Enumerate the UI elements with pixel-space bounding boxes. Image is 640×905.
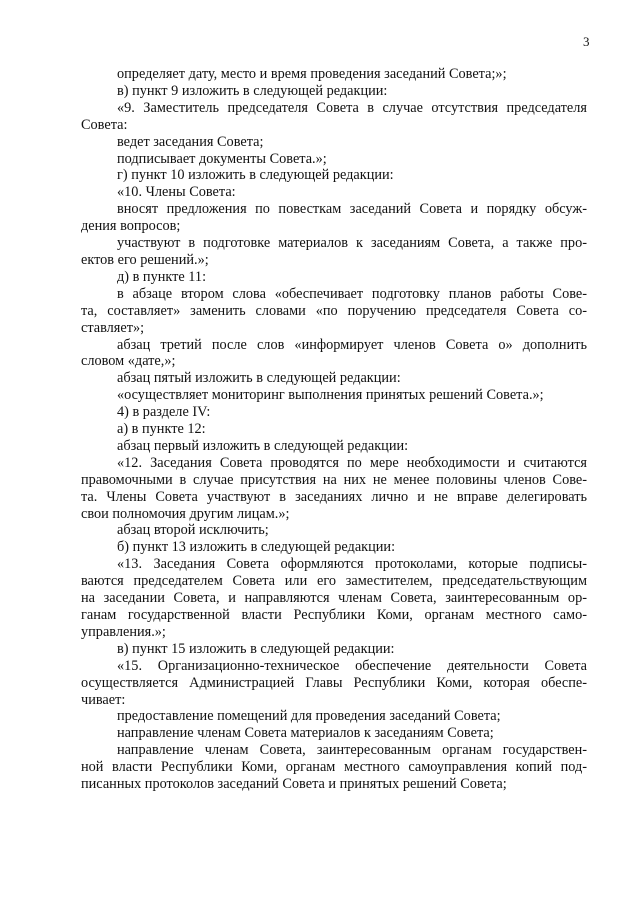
paragraph xyxy=(81,99,587,134)
paragraph xyxy=(117,167,587,184)
paragraph xyxy=(81,235,587,269)
paragraph-line: подписывает документы Совета.»; xyxy=(117,150,327,167)
paragraph-line: в абзаце втором слова «обеспечивает подготовку планов работы Сове- xyxy=(117,285,587,302)
paragraph xyxy=(81,336,587,371)
paragraph-line: «10. Члены Совета: xyxy=(117,184,236,201)
paragraph-line: «9. Заместитель председателя Совета в случае отсутствия председателя xyxy=(117,99,587,116)
paragraph-line: «15. Организационно-техническое обеспечение деятельности Совета xyxy=(117,657,587,674)
paragraph xyxy=(117,269,587,286)
paragraph-line: участвуют в подготовке материалов к заседаниям Совета, а также про- xyxy=(117,235,587,252)
paragraph xyxy=(117,641,587,658)
paragraph xyxy=(117,370,587,387)
paragraph-line: та, составляет» заменить словами «по поручению председателя Совета со- xyxy=(81,302,587,319)
paragraph-continuation xyxy=(81,117,587,134)
paragraph xyxy=(117,708,587,725)
paragraph-continuation xyxy=(81,472,587,523)
paragraph-line: абзац третий после слов «информирует членов Совета о» дополнить xyxy=(117,336,587,353)
paragraph-line: словом «дате,»; xyxy=(81,353,176,370)
paragraph-line: б) пункт 13 изложить в следующей редакции: xyxy=(117,539,396,556)
paragraph xyxy=(117,438,587,455)
paragraph-line: ной власти Республики Коми, органам местного самоуправления копий под- xyxy=(81,759,587,776)
paragraph-line: «12. Заседания Совета проводятся по мере необходимости и считаются xyxy=(117,454,587,471)
paragraph xyxy=(117,134,587,151)
paragraph-line: ганам государственной власти Республики Коми, органам местного само- xyxy=(81,607,587,623)
paragraph-continuation xyxy=(81,759,587,793)
paragraph-line: в) пункт 9 изложить в следующей редакции: xyxy=(117,82,388,99)
paragraph-line: Совета: xyxy=(81,116,128,133)
paragraph-line: свои полномочия другим лицам.»; xyxy=(81,505,290,522)
paragraph-line: д) в пункте 11: xyxy=(117,268,207,285)
paragraph xyxy=(81,556,587,641)
paragraph-line: управления.»; xyxy=(81,623,166,640)
paragraph-line: ведет заседания Совета; xyxy=(117,133,264,150)
paragraph-continuation xyxy=(81,303,587,337)
paragraph xyxy=(81,657,587,709)
paragraph-line: 4) в разделе IV: xyxy=(117,404,211,421)
paragraph-line: та. Члены Совета участвуют в заседаниях лично и не вправе делегировать xyxy=(81,488,587,505)
paragraph xyxy=(117,387,587,404)
paragraph-continuation xyxy=(81,252,587,269)
paragraph xyxy=(81,285,587,337)
paragraph-line: а) в пункте 12: xyxy=(117,421,206,438)
paragraph xyxy=(81,454,587,523)
paragraph-line: осуществляется Администрацией Главы Республики Коми, которая обеспе- xyxy=(81,674,587,691)
paragraph xyxy=(117,522,587,539)
paragraph-line: направление членам Совета, заинтересованным органам государствен- xyxy=(117,742,587,759)
paragraph-line: чивает: xyxy=(81,691,126,708)
paragraph xyxy=(117,404,587,421)
paragraph-line: абзац пятый изложить в следующей редакции: xyxy=(117,370,401,387)
paragraph-line: г) пункт 10 изложить в следующей редакции: xyxy=(117,167,394,184)
paragraph-line: «13. Заседания Совета оформляются протоколами, которые подписы- xyxy=(117,556,587,573)
paragraph-continuation xyxy=(81,573,587,641)
paragraph-line: абзац второй исключить; xyxy=(117,522,269,539)
paragraph xyxy=(117,539,587,556)
paragraph-line: абзац первый изложить в следующей редакции: xyxy=(117,437,409,454)
paragraph-line: дения вопросов; xyxy=(81,218,181,235)
paragraph-continuation xyxy=(81,218,587,235)
paragraph-line: «осуществляет мониторинг выполнения принятых решений Совета.»; xyxy=(117,387,544,404)
paragraph xyxy=(81,201,587,235)
paragraph xyxy=(117,725,587,742)
paragraph xyxy=(81,742,587,793)
paragraph-line: правомочными в случае присутствия на них не менее половины членов Сове- xyxy=(81,471,587,488)
paragraph-continuation xyxy=(81,353,587,370)
paragraph xyxy=(117,421,587,438)
paragraph-line: ставляет»; xyxy=(81,319,145,336)
paragraph-line: направление членам Совета материалов к заседаниям Совета; xyxy=(117,725,494,742)
paragraph-line: определяет дату, место и время проведения заседаний Совета;»; xyxy=(117,66,507,82)
paragraph-line: в) пункт 15 изложить в следующей редакции: xyxy=(117,640,395,657)
paragraph-continuation xyxy=(81,675,587,709)
paragraph xyxy=(117,66,587,83)
paragraph-line: ваются председателем Совета или его заместителем, председательствующим xyxy=(81,573,587,590)
paragraph-line: на заседании Совета, и направляются членам Совета, заинтересованным ор- xyxy=(81,590,587,607)
document-body xyxy=(81,66,587,793)
paragraph-line: вносят предложения по повесткам заседаний Совета и порядку обсуж- xyxy=(117,201,587,218)
paragraph xyxy=(117,83,587,100)
paragraph xyxy=(117,184,587,201)
paragraph-line: писанных протоколов заседаний Совета и принятых решений Совета; xyxy=(81,776,507,793)
paragraph xyxy=(117,151,587,168)
paragraph-line: предоставление помещений для проведения заседаний Совета; xyxy=(117,708,501,725)
paragraph-line: ектов его решений.»; xyxy=(81,251,209,268)
page-number: 3 xyxy=(583,34,590,49)
